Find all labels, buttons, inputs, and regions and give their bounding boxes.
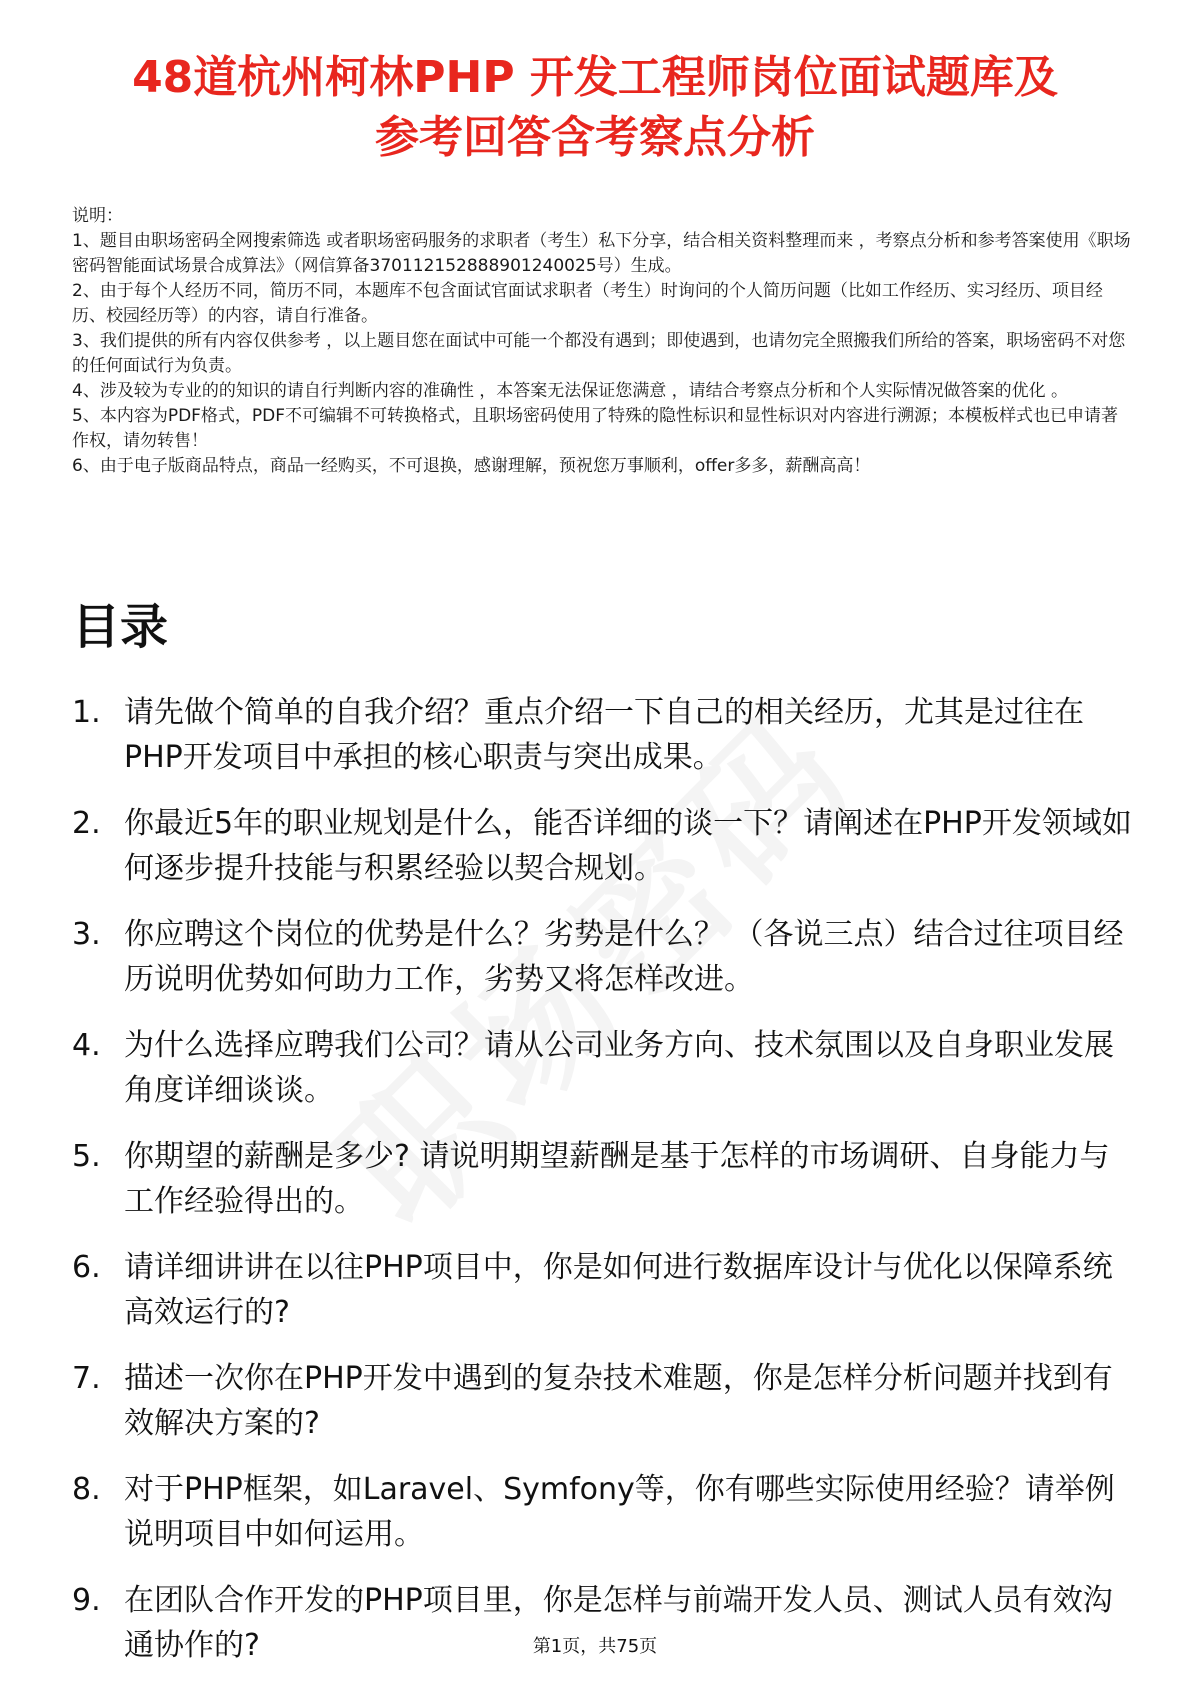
toc-item-text: 你应聘这个岗位的优势是什么？劣势是什么？ （各说三点）结合过往项目经历说明优势如何助力工作，劣势又将怎样改进。 [124,917,1124,997]
toc-item-number: 8. [72,1472,101,1507]
toc-item[interactable] [72,1356,1132,1446]
toc-item[interactable] [72,912,1132,1002]
toc-item-text: 请先做个简单的自我介绍？重点介绍一下自己的相关经历，尤其是过往在PHP开发项目中承担的核心职责与突出成果。 [124,695,1084,775]
toc-item-text: 为什么选择应聘我们公司？请从公司业务方向、技术氛围以及自身职业发展角度详细谈谈。 [124,1028,1114,1108]
note-item-2: 2、由于每个人经历不同，简历不同，本题库不包含面试官面试求职者（考生）时询问的个人简历问题（比如工作经历、实习经历、项目经历、校园经历等）的内容，请自行准备。 [72,281,1103,326]
note-item-1: 1、题目由职场密码全网搜索筛选 或者职场密码服务的求职者（考生）私下分享，结合相关资料整理而来 ，考察点分析和参考答案使用《职场密码智能面试场景合成算法》（网信算备370112152888901240025号）生成。 [72,231,1131,276]
toc-item-number: 9. [72,1583,101,1618]
toc-item-text: 请详细讲讲在以往PHP项目中，你是如何进行数据库设计与优化以保障系统高效运行的? [124,1250,1113,1330]
toc-item-number: 3. [72,917,101,952]
note-item-3: 3、我们提供的所有内容仅供参考 ，以上题目您在面试中可能一个都没有遇到；即使遇到，也请勿完全照搬我们所给的答案，职场密码不对您的任何面试行为负责。 [72,331,1126,376]
toc-item-text: 你最近5年的职业规划是什么，能否详细的谈一下？请阐述在PHP开发领域如何逐步提升技能与积累经验以契合规划。 [124,806,1132,886]
note-item-4: 4、涉及较为专业的的知识的请自行判断内容的准确性 ，本答案无法保证您满意 ，请结合考察点分析和个人实际情况做答案的优化 。 [72,381,1069,401]
notes-heading: 说明： [72,206,123,226]
notes-section [72,204,1132,479]
title-line-1: 48道杭州柯林PHP 开发工程师岗位面试题库及 [132,52,1058,103]
note-item-5: 5、本内容为PDF格式，PDF不可编辑不可转换格式，且职场密码使用了特殊的隐性标识和显性标识对内容进行溯源；本模板样式也已申请著作权，请勿转售！ [72,406,1119,451]
toc-item-number: 1. [72,695,101,730]
toc-item-number: 5. [72,1139,101,1174]
toc-item-text: 描述一次你在PHP开发中遇到的复杂技术难题，你是怎样分析问题并找到有效解决方案的? [124,1361,1113,1441]
toc-item[interactable] [72,1134,1132,1224]
title-line-2: 参考回答含考察点分析 [375,112,815,163]
toc-item-number: 2. [72,806,101,841]
document-title [60,48,1130,168]
toc-item-number: 6. [72,1250,101,1285]
toc-item-text: 对于PHP框架，如Laravel、Symfony等，你有哪些实际使用经验？请举例说明项目中如何运用。 [124,1472,1115,1552]
toc-item[interactable] [72,1245,1132,1335]
toc-item[interactable] [72,801,1132,891]
toc-item-number: 7. [72,1361,101,1396]
toc-item-number: 4. [72,1028,101,1063]
toc-list [72,690,1132,1689]
toc-heading: 目录 [72,599,169,655]
toc-item[interactable] [72,690,1132,780]
toc-item-text: 在团队合作开发的PHP项目里，你是怎样与前端开发人员、测试人员有效沟通协作的? [124,1583,1113,1663]
note-item-6: 6、由于电子版商品特点，商品一经购买，不可退换，感谢理解，预祝您万事顺利，offer多多，薪酬高高！ [72,456,871,476]
page-footer: 第1页，共75页 [532,1636,658,1657]
toc-item-text: 你期望的薪酬是多少? 请说明期望薪酬是基于怎样的市场调研、自身能力与工作经验得出的。 [124,1139,1110,1219]
toc-item[interactable] [72,1467,1132,1557]
toc-item[interactable] [72,1023,1132,1113]
